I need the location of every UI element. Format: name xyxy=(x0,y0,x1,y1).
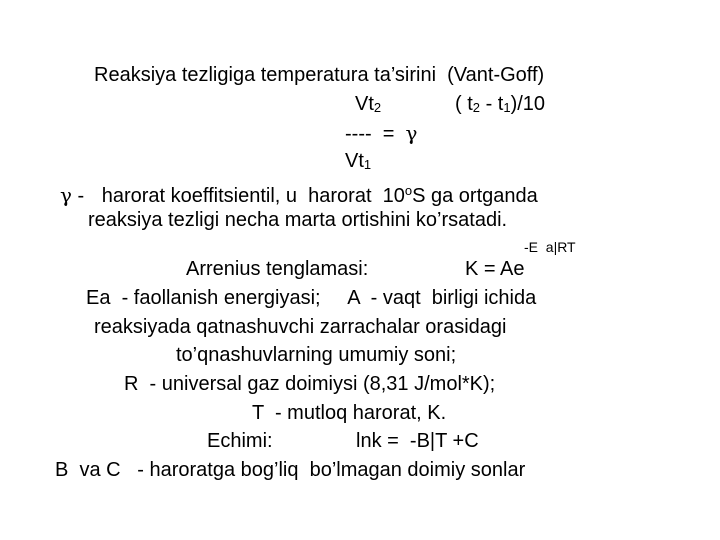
rate-vt2: Vt2 xyxy=(355,93,382,115)
gamma-symbol: γ xyxy=(60,183,72,207)
arrenius-label: Arrenius tenglamasi: xyxy=(186,258,369,280)
fraction-line: ---- = γ xyxy=(345,121,418,145)
arrenius-exponent: -E a|RT xyxy=(524,239,576,255)
arrenius-formula: K = Ae xyxy=(465,258,525,280)
ea-definition: Ea - faollanish energiyasi; A - vaqt birligi ichida xyxy=(86,287,537,309)
gamma-definition-line2: reaksiya tezligi necha marta ortishini ko’rsatadi. xyxy=(88,209,508,231)
vant-goff-title: Reaksiya tezligiga temperatura ta’sirini (Vant-Goff) xyxy=(94,64,545,86)
solution-label: Echimi: xyxy=(207,430,273,452)
t-definition: T - mutloq harorat, K. xyxy=(252,402,447,424)
solution-formula: lnk = -B|T +C xyxy=(356,430,479,452)
bc-definition: B va C - haroratga bog’liq bo’lmagan doimiy sonlar xyxy=(55,459,526,481)
r-definition: R - universal gaz doimiysi (8,31 J/mol*K); xyxy=(124,373,496,395)
a-definition-line2: reaksiyada qatnashuvchi zarrachalar orasidagi xyxy=(94,316,507,338)
gamma-definition: γ - harorat koeffitsientil, u harorat 10$^o$S ga ortganda xyxy=(60,183,538,207)
rate-vt1: Vt1 xyxy=(345,150,372,172)
temperature-exponent: ( t2 - t1)/10 xyxy=(455,93,546,115)
a-definition-line3: to’qnashuvlarning umumiy soni; xyxy=(176,344,457,366)
